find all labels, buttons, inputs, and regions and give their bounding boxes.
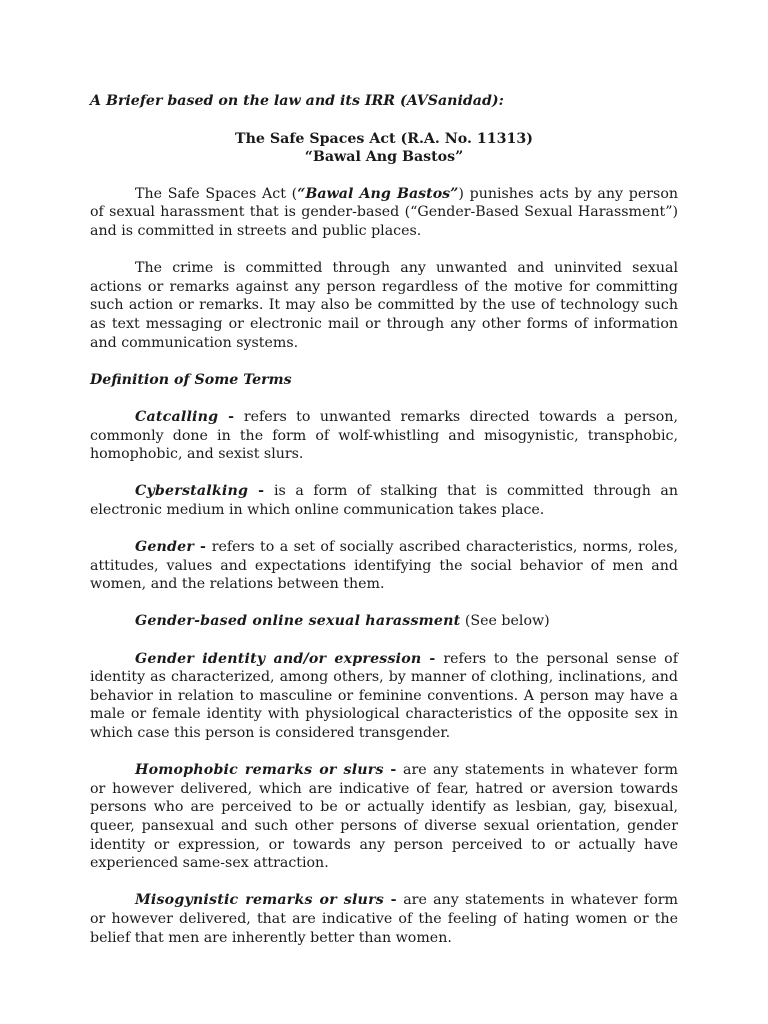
- definition-catcalling: [90, 408, 678, 464]
- definition-term: Gender identity and/or expression: [135, 650, 422, 667]
- definition-separator: -: [383, 762, 404, 779]
- intro-paragraph-2: The crime is committed through any unwanted and uninvited sexual actions or remarks against any person regardless of the motive for committing such action or remarks. It may also be committed by the use of technology such as text messaging or electronic mail or through any other forms of information and communication systems.: [90, 260, 678, 351]
- intro-emphasis: “Bawal Ang Bastos”: [297, 185, 459, 202]
- definition-gender-identity: [90, 650, 678, 743]
- document-subtitle: “Bawal Ang Bastos”: [304, 149, 464, 166]
- definition-misogynistic-remarks: [90, 891, 678, 947]
- definition-separator: -: [383, 892, 404, 909]
- intro-text-start: The Safe Spaces Act (: [135, 185, 298, 202]
- definition-term: Gender: [135, 539, 195, 556]
- definition-text: is a form of stalking that is committed through an electronic medium in which online communication takes place.: [90, 483, 678, 518]
- definition-text: refers to the personal sense of identity as characterized, among others, by manner of clothing, inclinations, and behavior in relation to masculine or feminine conventions. A person may have a male or female identity with physiological characteristics of the opposite sex in which case this person is considered transgender.: [90, 650, 678, 741]
- definition-term: Homophobic remarks or slurs: [135, 762, 384, 779]
- definition-separator: -: [248, 483, 274, 500]
- definition-gender: [90, 538, 678, 594]
- definition-term: Misogynistic remarks or slurs: [135, 892, 384, 909]
- definition-term: Cyberstalking: [135, 483, 249, 500]
- definition-text: are any statements in whatever form or however delivered, which are indicative of fear, hatred or aversion towards persons who are perceived to be or actually identify as lesbian, gay, bisexual, queer, pansexual and such other persons of diverse sexual orientation, gender identity or expression, or towards any person perceived to or actually have experienced same-sex attraction.: [90, 762, 678, 872]
- intro-text-end: ) punishes acts by any person of sexual harassment that is gender-based (“Gender-Based Sexual Harassment”) and is committed in streets and public places.: [90, 185, 679, 239]
- definition-cyberstalking: [90, 482, 678, 519]
- document-body: [90, 92, 678, 966]
- definition-term: Gender-based online sexual harassment: [135, 613, 461, 630]
- definition-text: refers to unwanted remarks directed towards a person, commonly done in the form of wolf-whistling and misogynistic, transphobic, homophobic, and sexist slurs.: [90, 408, 678, 463]
- briefer-line: A Briefer based on the law and its IRR (AVSanidad):: [90, 93, 504, 109]
- intro-paragraph-1: [90, 185, 678, 241]
- definitions-heading: Definition of Some Terms: [90, 371, 292, 388]
- definition-text: (See below): [464, 613, 550, 630]
- definition-separator: -: [194, 539, 212, 556]
- definition-online-harassment: [90, 612, 678, 631]
- definition-separator: -: [218, 408, 244, 425]
- definition-term: Catcalling: [135, 408, 219, 425]
- definition-text: are any statements in whatever form or however delivered, that are indicative of the feeling of hating women or the belief that men are inherently better than women.: [90, 892, 678, 946]
- document-title: The Safe Spaces Act (R.A. No. 11313): [235, 130, 533, 147]
- definition-homophobic-remarks: [90, 761, 678, 873]
- definition-separator: -: [421, 650, 444, 667]
- definition-text: refers to a set of socially ascribed characteristics, norms, roles, attitudes, values and expectations identifying the social behavior of men and women, and the relations between them.: [90, 539, 678, 593]
